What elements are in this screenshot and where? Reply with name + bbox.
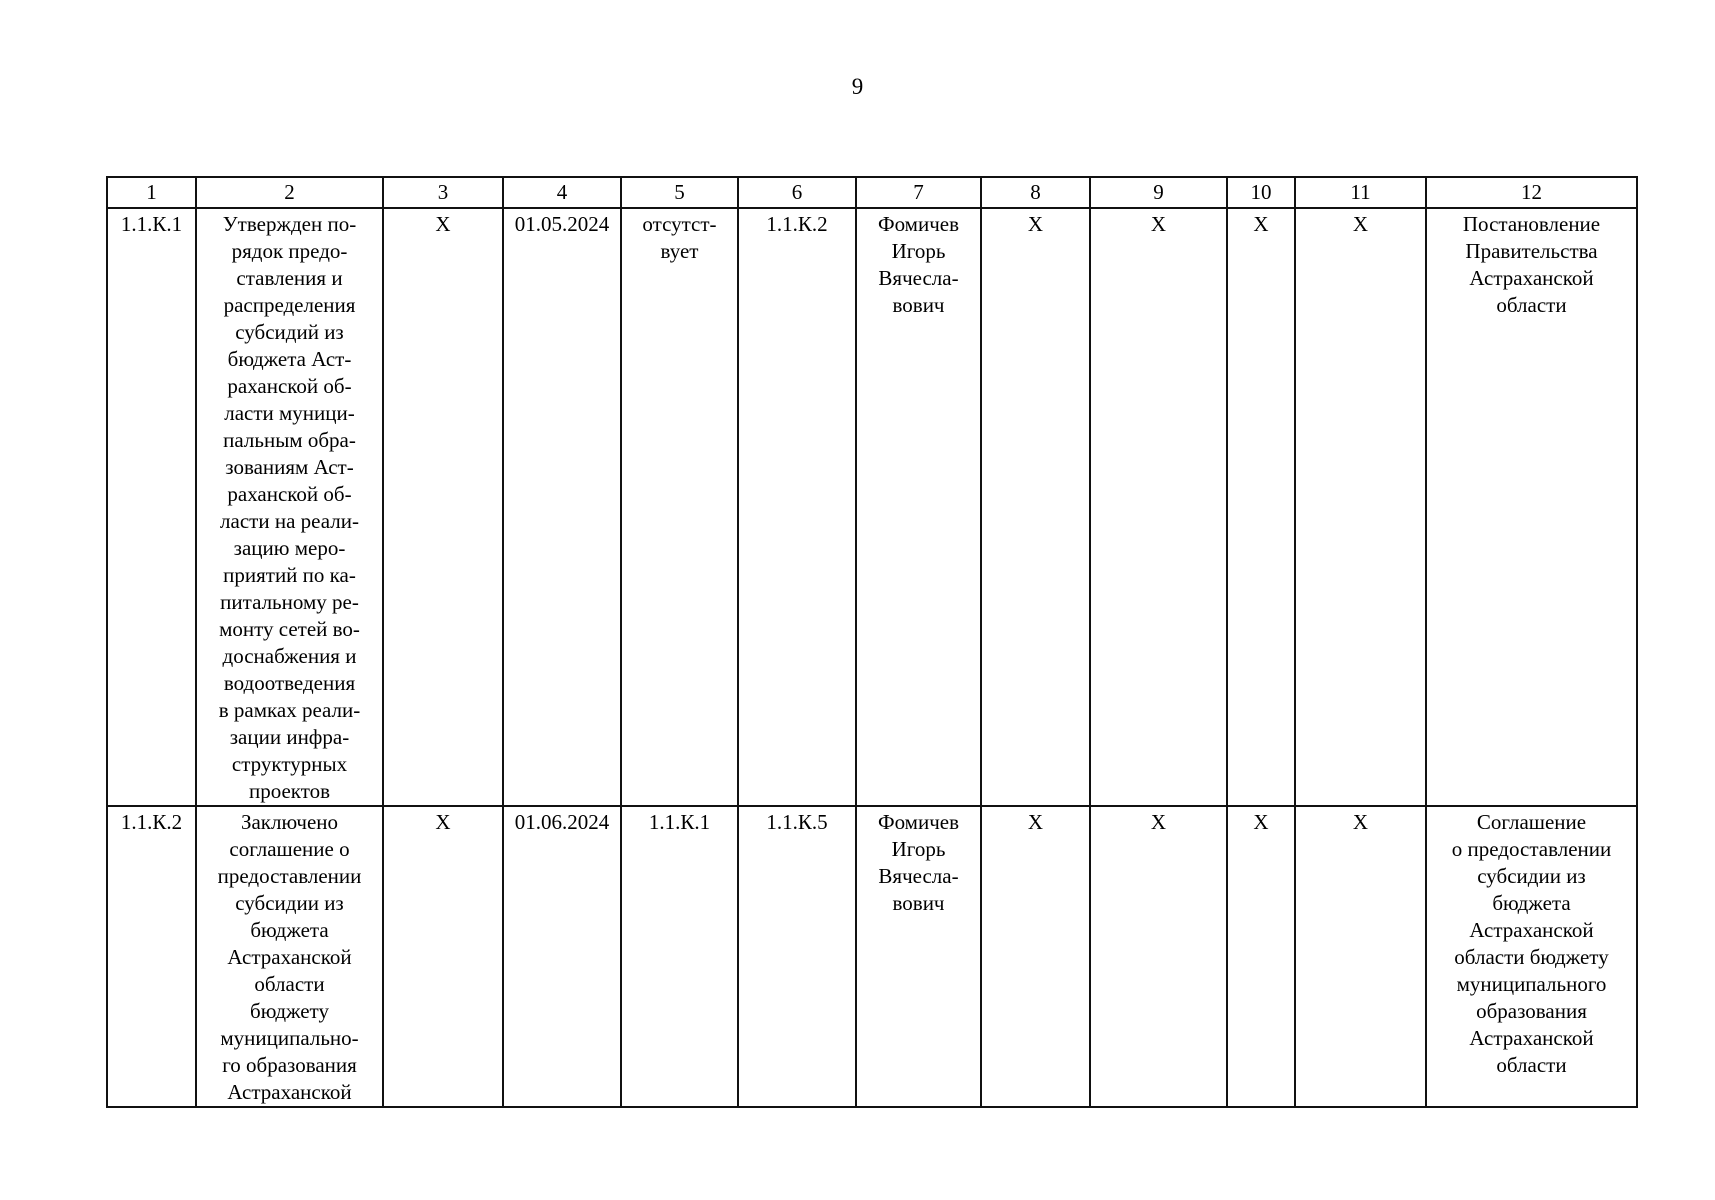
table-cell: [621, 208, 738, 806]
cell-text: X: [1027, 212, 1044, 236]
cell-text: Постановление Правительства Астраханской области: [1462, 212, 1601, 317]
cell-text: 01.06.2024: [514, 810, 610, 834]
cell-text: отсутст- вует: [642, 212, 717, 263]
table-cell: [1426, 806, 1637, 1107]
column-header: 1: [107, 177, 196, 208]
table-cell: [196, 208, 383, 806]
table-cell: [1227, 208, 1295, 806]
table-cell: [1295, 208, 1426, 806]
cell-text: X: [1352, 810, 1369, 834]
column-header: 10: [1227, 177, 1295, 208]
table-row: [107, 208, 1637, 806]
table-cell: [503, 806, 621, 1107]
table-cell: [1090, 806, 1227, 1107]
cell-text: 1.1.К.2: [766, 212, 828, 236]
table-cell: [383, 208, 503, 806]
table-cell: [1426, 208, 1637, 806]
table-cell: [383, 806, 503, 1107]
cell-text: X: [1027, 810, 1044, 834]
cell-text: 01.05.2024: [514, 212, 610, 236]
table-cell: [856, 208, 981, 806]
table-cell: [107, 806, 196, 1107]
column-header: 4: [503, 177, 621, 208]
cell-text: X: [1253, 810, 1269, 834]
column-header: 8: [981, 177, 1090, 208]
cell-text: 1.1.К.5: [766, 810, 828, 834]
column-header: 11: [1295, 177, 1426, 208]
cell-text: 1.1.К.1: [120, 212, 183, 236]
table-cell: [738, 806, 856, 1107]
cell-text: X: [1352, 212, 1369, 236]
column-header: 5: [621, 177, 738, 208]
table-cell: [981, 208, 1090, 806]
table-header-row: [107, 177, 1637, 208]
table-cell: [107, 208, 196, 806]
cell-text: 1.1.К.2: [120, 810, 183, 834]
table-cell: [196, 806, 383, 1107]
column-header: 7: [856, 177, 981, 208]
cell-text: X: [435, 212, 451, 236]
events-table: [106, 176, 1638, 1108]
table-cell: [621, 806, 738, 1107]
cell-text: Заключено соглашение о предоставлении субсидии из бюджета Астраханской области бюджету муниципально- го образования Астраханской: [217, 810, 362, 1104]
table-row: [107, 806, 1637, 1107]
cell-text: 1.1.К.1: [648, 810, 711, 834]
column-header: 3: [383, 177, 503, 208]
table-cell: [503, 208, 621, 806]
cell-text: X: [435, 810, 451, 834]
table-cell: [1090, 208, 1227, 806]
table-cell: [738, 208, 856, 806]
table-cell: [981, 806, 1090, 1107]
table-cell: [1227, 806, 1295, 1107]
cell-text: Фомичев Игорь Вячесла- вович: [877, 810, 960, 915]
cell-text: Соглашение о предоставлении субсидии из бюджета Астраханской области бюджету муниципального образования Астраханской области: [1451, 810, 1612, 1077]
table-cell: [856, 806, 981, 1107]
cell-text: Фомичев Игорь Вячесла- вович: [877, 212, 960, 317]
column-header: 9: [1090, 177, 1227, 208]
column-header: 2: [196, 177, 383, 208]
page-number: 9: [851, 74, 864, 99]
cell-text: X: [1253, 212, 1269, 236]
column-header: 12: [1426, 177, 1637, 208]
table-cell: [1295, 806, 1426, 1107]
cell-text: X: [1150, 212, 1167, 236]
cell-text: X: [1150, 810, 1167, 834]
column-header: 6: [738, 177, 856, 208]
cell-text: Утвержден по- рядок предо- ставления и распределения субсидий из бюджета Аст- раханской об- ласти муници- пальным обра- зованиям Аст- раханской об- ласти на реали- зацию меро- приятий по ка- питальному ре- монту сетей во- доснабжения и водоотведения в рамках реали- зации инфра- структурных проектов: [218, 212, 361, 803]
